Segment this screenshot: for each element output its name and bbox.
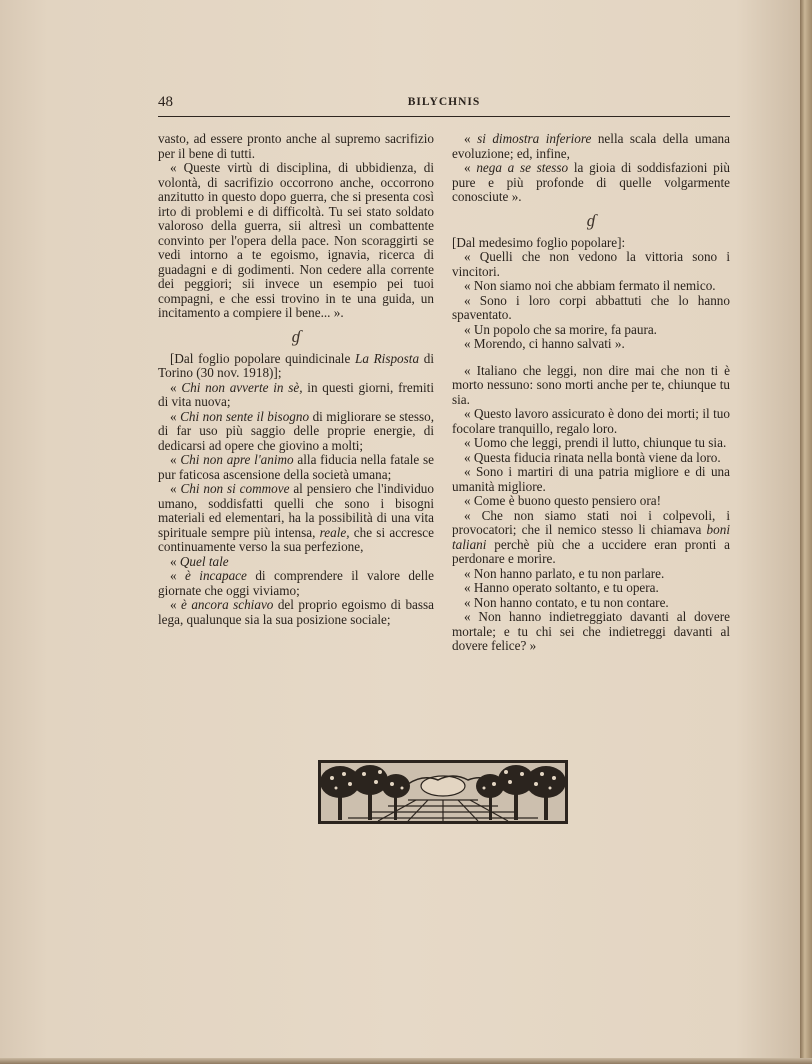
page-bottom-edge <box>0 1058 812 1064</box>
list-item: « Chi non sente il bisogno di migliorare se stesso, di far uso più saggio delle proprie energie, di dedicarsi ad opere che giovino a molti; <box>158 408 435 453</box>
quote-line: « Un popolo che sa morire, fa paura. <box>464 321 657 337</box>
quote-line: « Morendo, ci hanno salvati ». <box>464 336 625 351</box>
quote-line: « Questo lavoro assicurato è dono dei morti; il tuo focolare tranquillo, regalo loro. <box>452 406 730 436</box>
page-number: 48 <box>158 94 173 110</box>
quote-line: « Non siamo noi che abbiam fermato il nemico. <box>464 278 716 293</box>
quote-line: « Non hanno contato, e tu non contare. <box>464 594 669 610</box>
quote-line: « Come è buono questo pensiero ora! <box>464 493 662 508</box>
quote-line: « Uomo che leggi, prendi il lutto, chiunque tu sia. <box>464 435 727 450</box>
spacer <box>452 352 730 364</box>
right-column <box>452 132 730 654</box>
quote-line: « Sono i loro corpi abbattuti che lo hanno spaventato. <box>452 292 730 322</box>
page-spine <box>800 0 812 1064</box>
list-item: « Chi non apre l'animo alla fiducia nella fatale se pur faticosa ascensione della società umana; <box>158 452 434 482</box>
quote-line: « Non hanno indietreggiato davanti al dovere mortale; e tu chi sei che indietreggi davanti al dovere felice? » <box>452 609 730 653</box>
list-item: « Chi non si commove al pensiero che l'individuo umano, soddisfatti quelli che sono i bisogni materiali ed elementari, ha la possibilità di una vita spirituale sempre più intensa, reale, che si accresce continuamente verso la sua perfezione, <box>158 481 434 554</box>
list-item: « è ancora schiavo del proprio egoismo di bassa lega, qualunque sia la sua posizione sociale; <box>158 597 435 627</box>
list-item: « Quel tale <box>170 553 229 569</box>
list-item: « si dimostra inferiore nella scala della umana evoluzione; ed, infine, <box>452 131 730 161</box>
quote-line: « Che non siamo stati noi i colpevoli, i provocatori; che il nemico stesso li chiamava boni taliani perchè più che a uccidere eran pronti a perdonare e morire. <box>452 507 730 566</box>
paragraph: « Queste virtù di disciplina, di ubbidienza, di volontà, di sacrifizio occorrono anche, occorrono anzitutto in questo dopo guerra, che si presenta così irto di problemi e di difficoltà. Tu sei stato soldato valoroso della guerra, sii altresì un combattente convinto per l'opera della pace. Non scoraggirti se vedi intorno a te egoismo, ignavia, ricerca di guadagni e di godimenti. Non cedere alla corrente dei peggiori; sii invece un esempio pei tuoi compagni, e che essi trovino in te una guida, un incitamento a compiere il bene... ». <box>158 160 434 320</box>
list-item: « nega a se stesso la gioia di soddisfazioni più pure e più profonde di quelle volgarmente conosciute ». <box>452 160 730 204</box>
ornament-icon: ɠ <box>586 210 596 230</box>
source-citation: [Dal medesimo foglio popolare]: <box>452 234 626 250</box>
quote-line: « Non hanno parlato, e tu non parlare. <box>464 565 665 581</box>
running-header <box>158 94 730 117</box>
ornament-icon: ɠ <box>291 326 301 346</box>
quote-line: « Hanno operato soltanto, e tu opera. <box>464 580 659 595</box>
quote-line: « Quelli che non vedono la vittoria sono i vincitori. <box>452 249 730 279</box>
left-column <box>158 132 434 627</box>
list-item: « è incapace di comprendere il valore delle giornate che oggi viviamo; <box>158 568 434 598</box>
running-title: BILYCHNIS <box>407 96 481 108</box>
landscape-vignette-icon <box>318 760 568 824</box>
list-item: « Chi non avverte in sè, in questi giorni, fremiti di vita nuova; <box>158 379 434 409</box>
quote-line: « Italiano che leggi, non dire mai che non ti è morto nessuno: sono morti anche per te, chiunque tu sia. <box>452 362 730 407</box>
source-citation: [Dal foglio popolare quindicinale La Risposta di Torino (30 nov. 1918)]; <box>158 350 434 380</box>
quote-line: « Questa fiducia rinata nella bontà viene da loro. <box>464 449 721 465</box>
quote-line: « Sono i martiri di una patria migliore e di una umanità migliore. <box>452 464 730 494</box>
paragraph: vasto, ad essere pronto anche al supremo sacrifizio per il bene di tutti. <box>158 131 434 161</box>
